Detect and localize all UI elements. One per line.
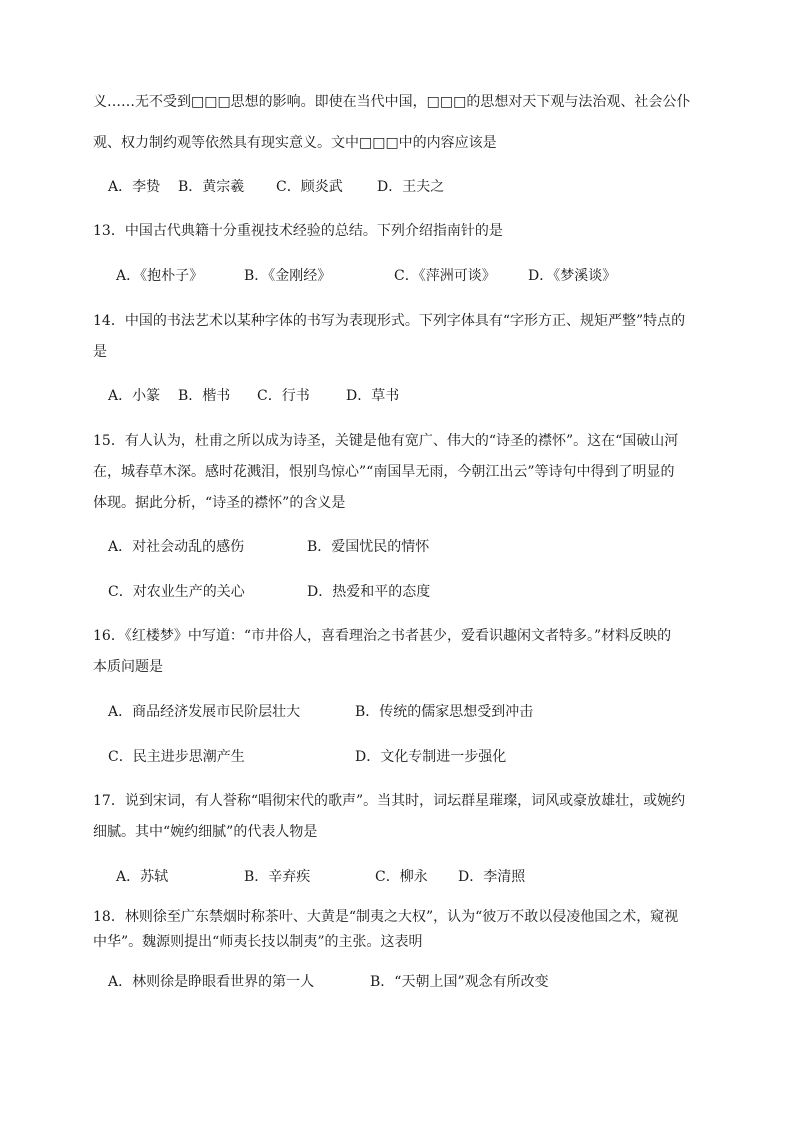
q16-option-c: C．民主进步思潮产生: [108, 749, 245, 765]
q18-option-a: A．林则徐是睁眼看世界的第一人: [108, 974, 315, 990]
q13-option-c: C．《萍洲可谈》: [394, 268, 496, 284]
q15-option-a: A．对社会动乱的感伤: [108, 539, 245, 555]
q18-stem-line1: 18．林则徐至广东禁烟时称茶叶、大黄是“制夷之大权”，认为“彼万不敢以侵凌他国之术，窥视: [93, 909, 679, 925]
q17-option-d: D．李清照: [458, 869, 526, 885]
q14-stem-line2: 是: [93, 344, 107, 360]
q17-stem-line2: 细腻。其中“婉约细腻”的代表人物是: [93, 824, 318, 840]
q12-stem-line1: 义……无不受到□□□思想的影响。即使在当代中国，□□□的思想对天下观与法治观、社会公仆: [93, 94, 691, 110]
q17-option-b: B．辛弃疾: [244, 869, 311, 885]
q14-stem-line1: 14．中国的书法艺术以某种字体的书写为表现形式。下列字体具有“字形方正、规矩严整”特点的: [93, 313, 686, 329]
q14-option-d: D．草书: [346, 388, 400, 404]
q15-stem-line3: 体现。据此分析，“诗圣的襟怀”的含义是: [93, 495, 346, 511]
q12-stem-line2: 观、权力制约观等依然具有现实意义。文中□□□中的内容应该是: [93, 135, 497, 151]
q13-stem: 13．中国古代典籍十分重视技术经验的总结。下列介绍指南针的是: [93, 223, 503, 239]
q16-stem-line2: 本质问题是: [93, 659, 163, 675]
q16-stem-line1: 16．《红楼梦》中写道：“市井俗人，喜看理治之书者甚少，爱看识趣闲文者特多。”材料反映的: [93, 628, 672, 644]
q17-option-a: A．苏轼: [116, 869, 169, 885]
q12-option-d: D．王夫之: [377, 179, 445, 195]
q15-option-d: D．热爱和平的态度: [307, 584, 431, 600]
q16-option-d: D．文化专制进一步强化: [355, 749, 507, 765]
q14-option-a: A．小篆: [108, 388, 161, 404]
q12-option-a: A．李贽: [108, 179, 161, 195]
q15-stem-line1: 15．有人认为，杜甫之所以成为诗圣，关键是他有宽广、伟大的“诗圣的襟怀”。这在“国破山河: [93, 433, 679, 449]
q17-stem-line1: 17．说到宋词，有人誉称“唱彻宋代的歌声”。当其时，词坛群星璀璨，词风或豪放雄壮，或婉约: [93, 793, 686, 809]
q13-option-d: D．《梦溪谈》: [528, 268, 617, 284]
q17-option-c: C．柳永: [375, 869, 428, 885]
q13-option-b: B．《金刚经》: [244, 268, 332, 284]
q12-option-b: B．黄宗羲: [178, 179, 245, 195]
q15-option-c: C．对农业生产的关心: [108, 584, 245, 600]
q15-option-b: B．爱国忧民的情怀: [307, 539, 430, 555]
q18-option-b: B．“天朝上国”观念有所改变: [370, 974, 549, 990]
q12-option-c: C．顾炎武: [276, 179, 343, 195]
q15-stem-line2: 在，城春草木深。感时花溅泪，恨别鸟惊心”“南国旱无雨，今朝江出云”等诗句中得到了明显的: [93, 464, 675, 480]
q16-option-a: A．商品经济发展市民阶层壮大: [108, 704, 301, 720]
q14-option-b: B．楷书: [178, 388, 231, 404]
q16-option-b: B．传统的儒家思想受到冲击: [355, 704, 534, 720]
q13-option-a: A．《抱朴子》: [116, 268, 204, 284]
q14-option-c: C．行书: [257, 388, 310, 404]
q18-stem-line2: 中华”。魏源则提出“师夷长技以制夷”的主张。这表明: [93, 934, 423, 950]
